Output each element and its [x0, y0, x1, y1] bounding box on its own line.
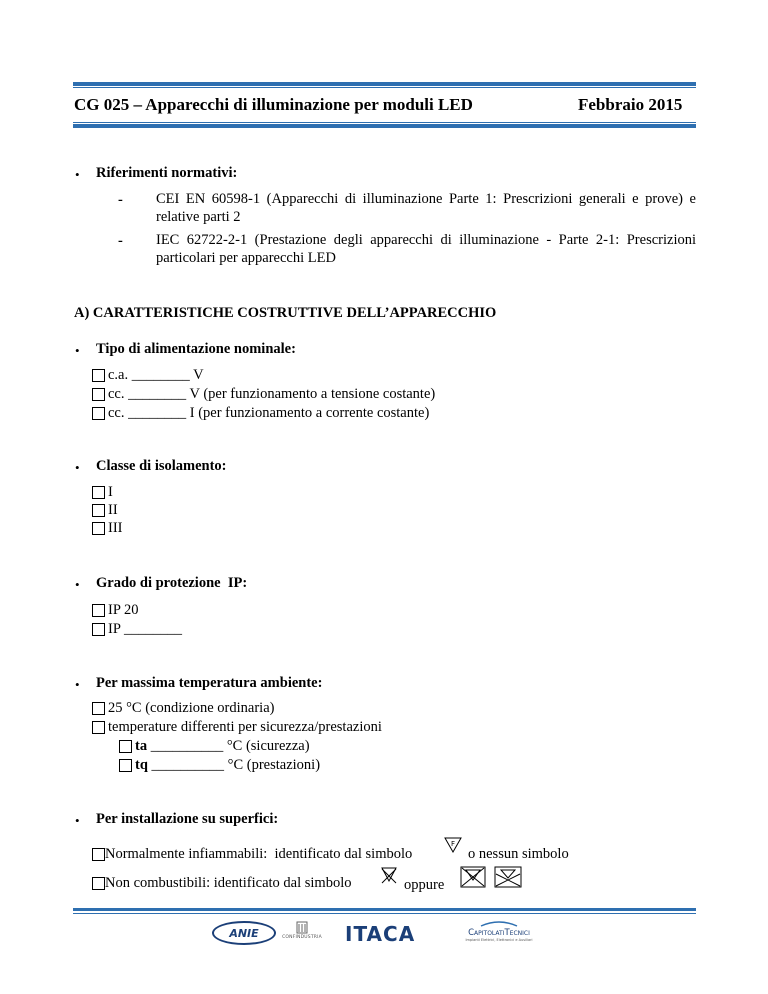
bullet: •	[75, 577, 80, 592]
superfici-suffix: o nessun simbolo	[468, 846, 569, 862]
ref-item: IEC 62722-2-1 (Prestazione degli apparecchi di illuminazione - Parte 2-1: Prescrizioni particolari per apparecchi LED	[156, 232, 696, 266]
dash: -	[118, 233, 123, 249]
header-top-rule	[73, 82, 696, 86]
alimentazione-title: Tipo di alimentazione nominale:	[96, 341, 296, 357]
section-a-title: A) CARATTERISTICHE COSTRUTTIVE DELL’APPARECCHIO	[74, 305, 497, 321]
checkbox[interactable]	[92, 623, 105, 636]
bullet: •	[75, 167, 80, 182]
isolamento-option[interactable]: III	[92, 520, 123, 537]
svg-text:F: F	[450, 840, 456, 848]
protezione-option[interactable]: IP 20	[92, 602, 138, 619]
superfici-option[interactable]: Normalmente infiammabili: identificato dal simbolo	[92, 846, 412, 863]
superfici-oppure: oppure	[404, 877, 445, 893]
dash: -	[118, 192, 123, 208]
isolamento-title: Classe di isolamento:	[96, 458, 227, 474]
temperatura-sub-option[interactable]: tq __________ °C (prestazioni)	[119, 757, 320, 774]
confindustria-emblem-icon	[295, 921, 309, 935]
capitolati-book-icon	[479, 918, 519, 928]
checkbox[interactable]	[92, 504, 105, 517]
checkbox[interactable]	[92, 848, 105, 861]
confindustria-logo: CONFINDUSTRIA	[282, 921, 322, 947]
checkbox[interactable]	[92, 604, 105, 617]
header-top-thin-rule	[73, 87, 696, 88]
temperatura-sub-option[interactable]: ta __________ °C (sicurezza)	[119, 738, 310, 755]
isolamento-option[interactable]: II	[92, 502, 118, 519]
isolamento-option[interactable]: I	[92, 484, 113, 501]
alimentazione-option[interactable]: cc. ________ I (per funzionamento a corrente costante)	[92, 405, 429, 422]
alimentazione-option[interactable]: c.a. ________ V	[92, 367, 204, 384]
doc-date: Febbraio 2015	[578, 95, 683, 114]
bullet: •	[75, 343, 80, 358]
doc-title: CG 025 – Apparecchi di illuminazione per moduli LED	[74, 95, 473, 114]
bullet: •	[75, 460, 80, 475]
temperatura-title: Per massima temperatura ambiente:	[96, 675, 323, 691]
bullet: •	[75, 677, 80, 692]
checkbox[interactable]	[92, 702, 105, 715]
capitolati-tecnici-logo: CapitolatiTecnici Impianti Elettrici, Elettronici e Ausiliari	[454, 918, 544, 948]
flammable-crossed-symbol-icon	[460, 866, 486, 888]
checkbox[interactable]	[92, 522, 105, 535]
bullet: •	[75, 813, 80, 828]
ref-item: CEI EN 60598-1 (Apparecchi di illuminazione Parte 1: Prescrizioni generali e prove) e relative parti 2	[156, 191, 696, 225]
riferimenti-title: Riferimenti normativi:	[96, 165, 238, 181]
non-combustible-symbol-icon	[380, 866, 398, 886]
footer-rule	[73, 908, 696, 911]
alimentazione-option[interactable]: cc. ________ V (per funzionamento a tensione costante)	[92, 386, 435, 403]
protezione-title: Grado di protezione IP:	[96, 575, 248, 591]
superfici-title: Per installazione su superfici:	[96, 811, 279, 827]
checkbox[interactable]	[92, 388, 105, 401]
checkbox[interactable]	[119, 759, 132, 772]
checkbox[interactable]	[92, 369, 105, 382]
insulation-symbol-icon	[494, 866, 522, 888]
checkbox[interactable]	[119, 740, 132, 753]
itaca-logo: ITACA	[345, 922, 416, 946]
header-bottom-thin-rule	[73, 122, 696, 123]
protezione-option[interactable]: IP ________	[92, 621, 182, 638]
footer-thin-rule	[73, 913, 696, 914]
temperatura-option[interactable]: 25 °C (condizione ordinaria)	[92, 700, 274, 717]
checkbox[interactable]	[92, 877, 105, 890]
anie-logo: ANIE	[212, 921, 276, 945]
temperatura-option[interactable]: temperature differenti per sicurezza/prestazioni	[92, 719, 382, 736]
flammable-surface-symbol-icon	[444, 836, 462, 854]
header-bottom-rule	[73, 124, 696, 128]
checkbox[interactable]	[92, 407, 105, 420]
checkbox[interactable]	[92, 486, 105, 499]
checkbox[interactable]	[92, 721, 105, 734]
superfici-option[interactable]: Non combustibili: identificato dal simbolo	[92, 875, 351, 892]
